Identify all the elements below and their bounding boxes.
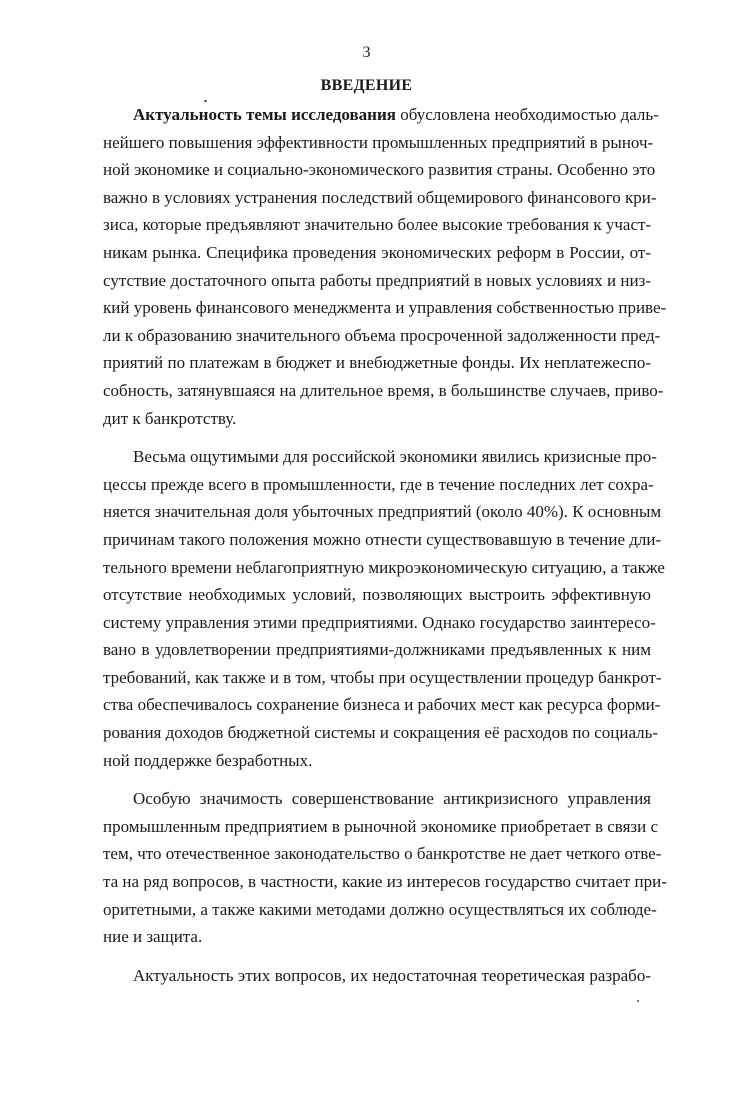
paragraph-line: ной поддержке безработных. [103,750,313,770]
paragraph-line: ли к образованию значительного объема просроченной задолженности пред- [103,325,661,345]
page-number: 3 [362,44,371,61]
scan-speck [637,1000,639,1002]
section-heading: ВВЕДЕНИЕ [320,77,413,94]
paragraph-line: ние и защита. [103,927,203,947]
paragraph-line: собность, затянувшаяся на длительное время, в большинстве случаев, приво- [103,380,664,400]
paragraph-line: кий уровень финансового менеджмента и управления собственностью приве- [103,298,667,318]
paragraph-line: тельного времени неблагоприятную микроэкономическую ситуацию, а также [103,557,665,577]
paragraph-line: та на ряд вопросов, в частности, какие из интересов государство считает при- [103,872,667,892]
paragraph-line: ной экономике и социально-экономического развития страны. Особенно это [103,160,656,180]
bold-lead-phrase: Актуальность темы исследования [133,105,396,124]
paragraph-line: приятий по платежам в бюджет и внебюджетные фонды. Их неплатежеспо- [103,353,651,373]
paragraph-line: Особую значимость совершенствование антикризисного управления [133,789,651,809]
paragraph-line: вано в удовлетворении предприятиями-должниками предъявленных к ним [103,640,651,660]
paragraph-line: оритетными, а также какими методами должно осуществляться их соблюде- [103,899,657,919]
scan-speck [204,100,207,102]
paragraph-line: промышленным предприятием в рыночной экономике приобретает в связи с [103,816,659,836]
paragraph-line: цессы прежде всего в промышленности, где в течение последних лет сохра- [103,474,654,494]
paragraph-line: рования доходов бюджетной системы и сокращения её расходов по социаль- [103,723,659,743]
paragraph-line: дит к банкротству. [103,408,237,428]
paragraph-line: зиса, которые предъявляют значительно более высокие требования к участ- [103,215,652,235]
paragraph-3 [103,785,667,951]
paragraph-line: Актуальность этих вопросов, их недостаточная теоретическая разрабо- [133,965,651,985]
paragraph-line: ства обеспечивалось сохранение бизнеса и рабочих мест как ресурса форми- [103,695,661,715]
paragraph-line: причинам такого положения можно отнести существовавшую в течение дли- [103,529,662,549]
paragraph-2 [103,443,665,774]
paragraph-line: няется значительная доля убыточных предприятий (около 40%). К основным [103,502,662,522]
paragraph-line: требований, как также и в том, чтобы при осуществлении процедур банкрот- [103,667,662,687]
paragraph-line [103,101,659,129]
paragraph-line: важно в условиях устранения последствий общемирового финансового кри- [103,187,657,207]
paragraph-line: никам рынка. Специфика проведения экономических реформ в России, от- [103,242,651,262]
line-text: обусловлена необходимостью даль- [395,105,659,124]
paragraph-line: отсутствие необходимых условий, позволяющих выстроить эффективную [103,585,651,605]
paragraph-line: Весьма ощутимыми для российской экономики явились кризисные про- [133,447,657,467]
paragraph-line: систему управления этими предприятиями. Однако государство заинтересо- [103,612,656,632]
paragraph-line: тем, что отечественное законодательство о банкротстве не дает четкого отве- [103,844,662,864]
paragraph-4 [103,962,651,990]
paragraph-line: сутствие достаточного опыта работы предприятий в новых условиях и низ- [103,270,651,290]
body-text [103,101,667,989]
paragraph-line: нейшего повышения эффективности промышленных предприятий в рыноч- [103,132,654,152]
paragraph-1 [103,101,667,432]
